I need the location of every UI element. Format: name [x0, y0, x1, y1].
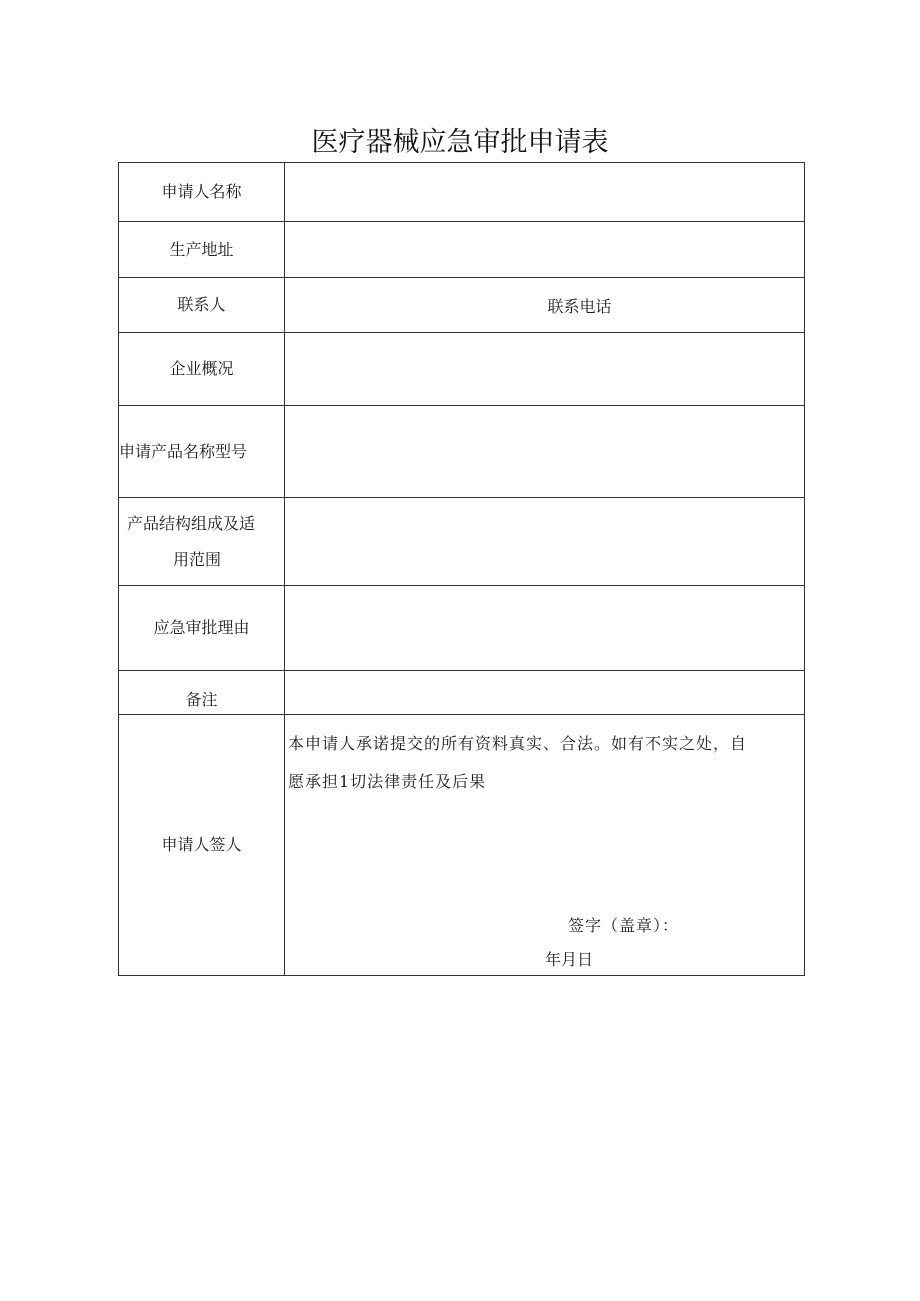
table-row — [119, 498, 805, 586]
product-structure-label-line2: 用范围 — [173, 549, 222, 569]
table-row — [119, 586, 805, 671]
signature-stamp-label: 签字（盖章）： — [568, 916, 680, 935]
declaration-cell — [285, 715, 805, 976]
remarks-label: 备注 — [119, 671, 285, 715]
table-row — [119, 278, 805, 333]
product-name-model-label: 申请产品名称型号 — [119, 406, 285, 498]
product-name-model-field[interactable] — [285, 406, 805, 498]
remarks-field[interactable] — [285, 671, 805, 715]
table-row — [119, 333, 805, 406]
table-row — [119, 671, 805, 715]
product-structure-label-line1: 产品结构组成及适 — [127, 513, 256, 533]
page-title: 医疗器械应急审批申请表 — [311, 127, 609, 158]
emergency-reason-field[interactable] — [285, 586, 805, 671]
contact-person-label: 联系人 — [119, 278, 285, 333]
production-address-label: 生产地址 — [119, 222, 285, 278]
table-row — [119, 715, 805, 976]
production-address-field[interactable] — [285, 222, 805, 278]
declaration-line2: 愿承担1切法律责任及后果 — [288, 772, 487, 791]
applicant-name-label: 申请人名称 — [119, 163, 285, 222]
product-structure-label — [119, 498, 285, 586]
applicant-signature-label: 申请人签人 — [119, 715, 285, 976]
company-overview-field[interactable] — [285, 333, 805, 406]
table-row — [119, 406, 805, 498]
emergency-reason-label: 应急审批理由 — [119, 586, 285, 671]
company-overview-label: 企业概况 — [119, 333, 285, 406]
applicant-name-field[interactable] — [285, 163, 805, 222]
table-row — [119, 222, 805, 278]
declaration-text — [285, 715, 804, 801]
declaration-line1: 本申请人承诺提交的所有资料真实、合法。如有不实之处，自 — [288, 734, 748, 753]
date-label: 年月日 — [545, 950, 594, 969]
table-row — [119, 163, 805, 222]
product-structure-field[interactable] — [285, 498, 805, 586]
application-form-table — [118, 162, 805, 976]
contact-phone-label: 联系电话 — [285, 278, 805, 333]
